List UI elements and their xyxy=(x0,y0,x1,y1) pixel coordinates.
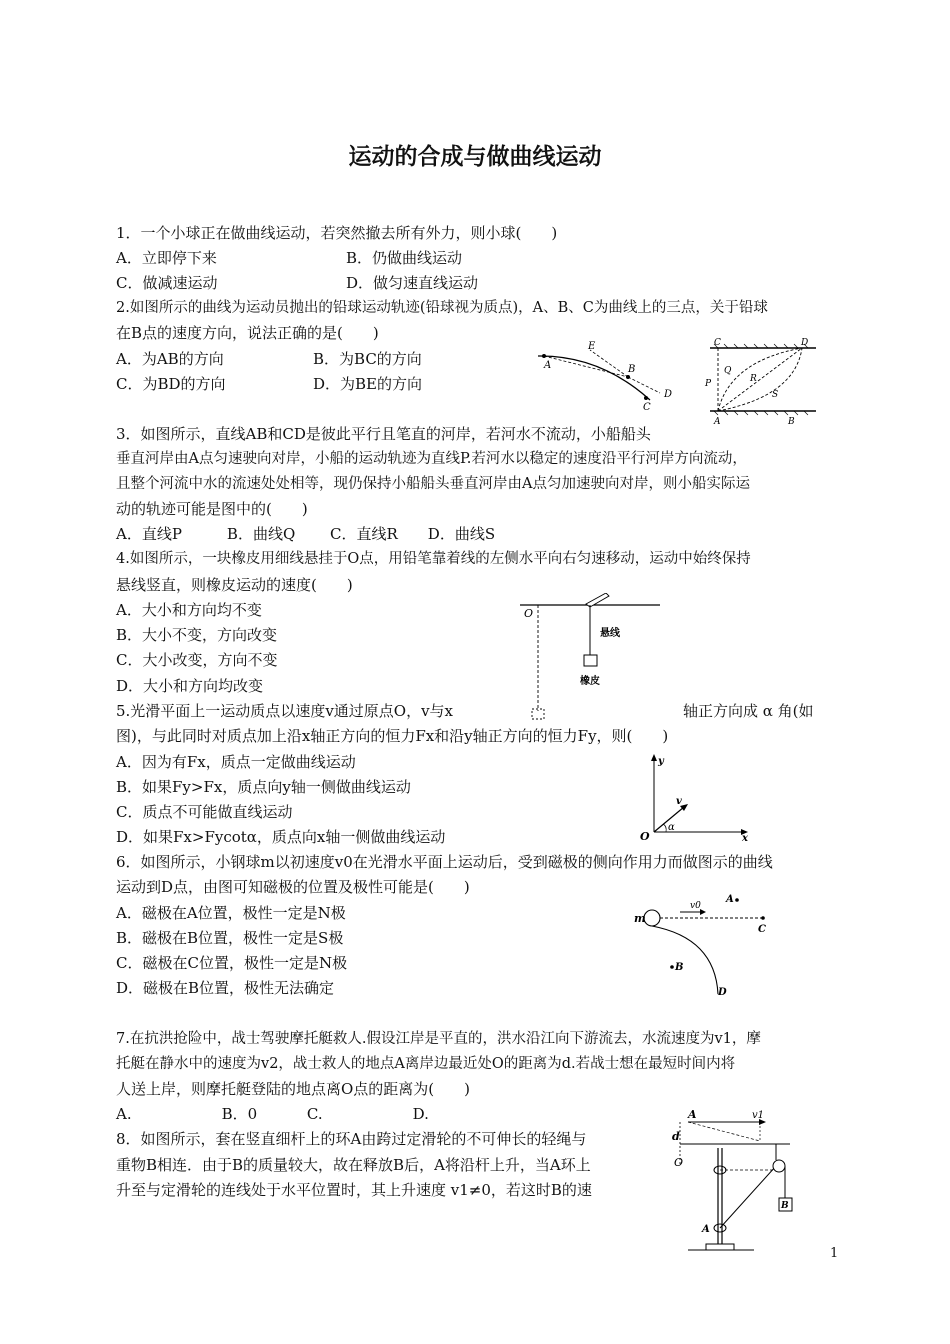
q2-stem-line1: 2.如图所示的曲线为运动员抛出的铅球运动轨迹(铅球视为质点)，A、B、C为曲线上的三点，关于铅球 xyxy=(116,300,768,316)
label-x: x xyxy=(742,833,748,844)
q6-option-b: B．磁极在B位置，极性一定是S极 xyxy=(116,929,344,947)
label-a: A xyxy=(702,1224,710,1235)
label-o: O xyxy=(524,607,534,620)
label-q: Q xyxy=(724,366,732,376)
q2-option-d: D．为BE的方向 xyxy=(313,375,422,393)
q4-option-a: A．大小和方向均不变 xyxy=(116,601,262,619)
q3-stem-line2: 垂直河岸由A点匀速驶向对岸，小船的运动轨迹为直线P.若河水以稳定的速度沿平行河岸方向流动， xyxy=(116,451,747,467)
q3-options: A．直线P B．曲线Q C．直线R D．曲线S xyxy=(116,525,496,543)
q7-stem-line1: 7.在抗洪抢险中，战士驾驶摩托艇救人.假设江岸是平直的，洪水沿江向下游流去，水流速度为v1，摩 xyxy=(116,1031,761,1047)
pulley-figure xyxy=(680,1140,810,1256)
q6-stem-line1: 6．如图所示，小钢球m以初速度v0在光滑水平面上运动后，受到磁极的侧向作用力而做图示的曲线 xyxy=(116,853,773,871)
label-c: C xyxy=(758,924,766,935)
q4-stem-line2: 悬线竖直，则橡皮运动的速度( ) xyxy=(116,576,353,594)
label-d: D xyxy=(718,987,727,998)
label-c: C xyxy=(714,338,721,348)
label-y: y xyxy=(658,756,664,767)
label-v0: v0 xyxy=(690,901,701,911)
label-b: B xyxy=(675,962,684,973)
label-b: B xyxy=(628,364,636,375)
q5-stem-line1a: 5.光滑平面上一运动质点以速度v通过原点O，v与x xyxy=(116,702,454,720)
label-s: S xyxy=(772,390,779,400)
axes-figure xyxy=(636,752,756,844)
label-a: A xyxy=(688,1108,697,1121)
q7-stem-line2: 托艇在静水中的速度为v2，战士救人的地点A离岸边最近处O的距离为d.若战士想在最短时间内将 xyxy=(116,1056,736,1072)
q5-option-b: B．如果Fy>Fx，质点向y轴一侧做曲线运动 xyxy=(116,778,411,796)
q2-option-c: C．为BD的方向 xyxy=(116,375,226,393)
q5-stem-line2: 图)，与此同时对质点加上沿x轴正方向的恒力Fx和沿y轴正方向的恒力Fy，则( ) xyxy=(116,727,669,745)
q3-stem-line3: 且整个河流中水的流速处处相等，现仍保持小船船头垂直河岸由A点匀加速驶向对岸，则小船实际运 xyxy=(116,476,750,492)
label-p: P xyxy=(705,379,712,389)
q8-stem-line1: 8．如图所示，套在竖直细杆上的环A由跨过定滑轮的不可伸长的轻绳与 xyxy=(116,1130,587,1148)
label-b: B xyxy=(788,417,795,427)
q1-option-d: D．做匀速直线运动 xyxy=(346,274,479,292)
q8-stem-line2: 重物B相连．由于B的质量较大，故在释放B后，A将沿杆上升，当A环上 xyxy=(116,1156,591,1174)
q2-option-b: B．为BC的方向 xyxy=(313,350,422,368)
q1-stem: 1．一个小球正在做曲线运动，若突然撤去所有外力，则小球( ) xyxy=(116,224,558,242)
q5-stem-line1b: 轴正方向成 α 角(如 xyxy=(683,702,814,720)
label-alpha: α xyxy=(668,822,675,833)
label-a: A xyxy=(714,417,721,427)
q8-stem-line3: 升至与定滑轮的连线处于水平位置时，其上升速度 v1≠0，若这时B的速 xyxy=(116,1181,592,1199)
string-label: 悬线 xyxy=(600,628,620,639)
label-c: C xyxy=(643,402,651,413)
q3-stem-line1: 3．如图所示，直线AB和CD是彼此平行且笔直的河岸，若河水不流动，小船船头 xyxy=(116,425,651,443)
label-r: R xyxy=(750,374,757,384)
q1-option-b: B．仍做曲线运动 xyxy=(346,249,463,267)
label-v1: v1 xyxy=(752,1110,765,1121)
q6-option-d: D．磁极在B位置，极性无法确定 xyxy=(116,979,335,997)
river-figure xyxy=(700,336,820,428)
label-d: D xyxy=(801,338,809,348)
q3-stem-line4: 动的轨迹可能是图中的( ) xyxy=(116,500,308,518)
label-o: O xyxy=(640,830,650,843)
trajectory-figure xyxy=(530,335,680,415)
page-title: 运动的合成与做曲线运动 xyxy=(348,144,602,170)
label-d: D xyxy=(664,389,673,400)
q7-options: A. B．0 C. D. xyxy=(116,1105,429,1123)
label-a: A xyxy=(544,360,552,371)
page-number: 1 xyxy=(830,1246,839,1261)
q7-stem-line3: 人送上岸，则摩托艇登陆的地点离O点的距离为( ) xyxy=(116,1080,471,1098)
q4-option-b: B．大小不变，方向改变 xyxy=(116,626,278,644)
q2-option-a: A．为AB的方向 xyxy=(116,350,224,368)
q1-option-a: A．立即停下来 xyxy=(116,249,217,267)
q4-option-d: D．大小和方向均改变 xyxy=(116,677,264,695)
q5-option-c: C．质点不可能做直线运动 xyxy=(116,803,293,821)
label-o: O xyxy=(674,1156,684,1168)
eraser-figure xyxy=(518,593,663,723)
magnet-figure xyxy=(630,888,780,1000)
label-a: A xyxy=(726,894,734,905)
q1-option-c: C．做减速运动 xyxy=(116,274,218,292)
label-b: B xyxy=(781,1201,789,1211)
label-v: v xyxy=(676,796,682,807)
label-d: d xyxy=(672,1130,680,1143)
q4-option-c: C．大小改变，方向不变 xyxy=(116,651,278,669)
q6-option-a: A．磁极在A位置，极性一定是N极 xyxy=(116,904,346,922)
q5-option-d: D．如果Fx>Fycotα，质点向x轴一侧做曲线运动 xyxy=(116,828,446,846)
q4-stem-line1: 4.如图所示，一块橡皮用细线悬挂于O点，用铅笔靠着线的左侧水平向右匀速移动，运动中始终保持 xyxy=(116,551,751,567)
eraser-label: 橡皮 xyxy=(580,676,600,687)
q6-stem-line2: 运动到D点，由图可知磁极的位置及极性可能是( ) xyxy=(116,878,470,896)
label-e: E xyxy=(588,341,596,352)
q5-option-a: A．因为有Fx，质点一定做曲线运动 xyxy=(116,753,356,771)
q6-option-c: C．磁极在C位置，极性一定是N极 xyxy=(116,954,348,972)
q2-stem-line2: 在B点的速度方向，说法正确的是( ) xyxy=(116,324,379,342)
label-m: m xyxy=(634,912,646,925)
